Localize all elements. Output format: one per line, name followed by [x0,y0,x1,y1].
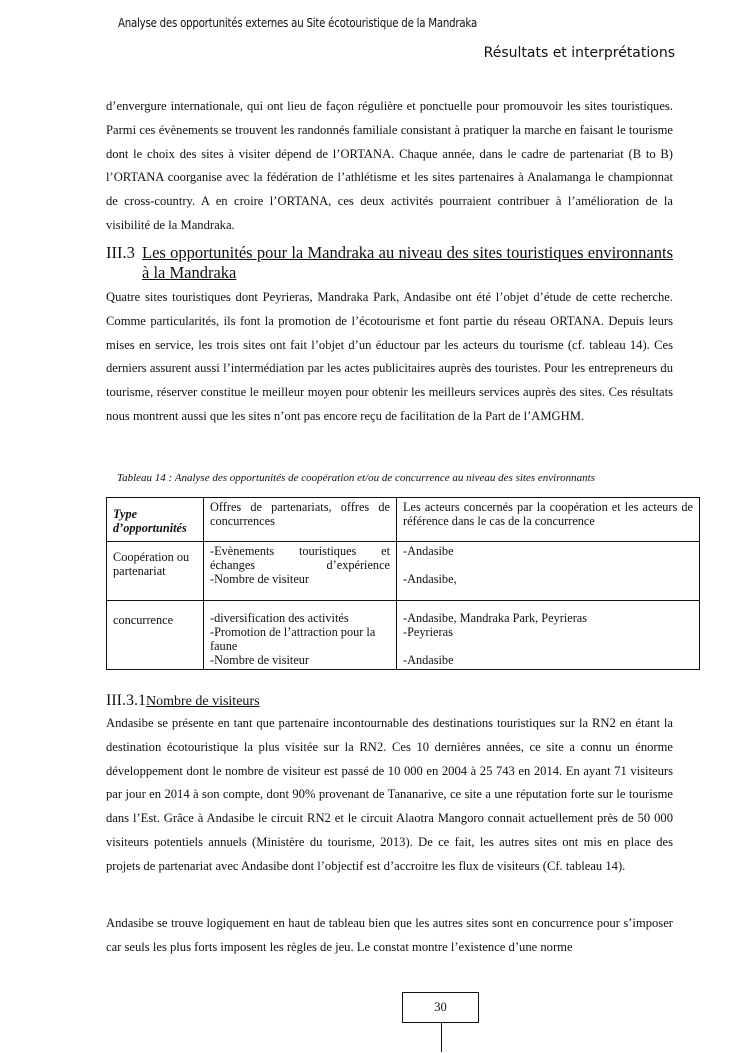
acteur-line: -Andasibe, [403,572,457,586]
section-paragraph [106,286,673,429]
row-offres [204,601,397,670]
subsection-paragraph-2 [106,912,673,960]
acteur-line: -Andasibe [403,653,454,667]
row-type: Coopération ou partenariat [107,542,204,601]
section-number: III.3 [106,243,135,262]
subsection-heading [106,692,260,710]
chapter-header: Résultats et interprétations [483,45,675,61]
subsection-paragraph-1 [106,712,673,879]
offre-line: -diversification des activités [210,611,349,625]
row-acteurs [397,542,700,601]
acteur-line: -Peyrieras [403,625,453,639]
table-header-row [107,498,700,542]
offre-line: -Nombre de visiteur [210,572,310,586]
page-number-stem [441,1022,442,1052]
header-acteurs: Les acteurs concernés par la coopération et les acteurs de référence dans le cas de la concurrence [397,498,700,542]
header-offres: Offres de partenariats, offres de concurrences [204,498,397,542]
offre-line: -Promotion de l’attraction pour la faune [210,625,376,653]
table-row [107,601,700,670]
opportunities-table [106,497,700,670]
row-offres [204,542,397,601]
subsection-paragraph-2-text: Andasibe se trouve logiquement en haut de tableau bien que les autres sites sont en concurrence pour s’imposer car seuls les plus forts imposent les règles de jeu. Le constat montre l’existence d’une norme [106,916,673,954]
row-acteurs [397,601,700,670]
intro-paragraph [106,95,673,238]
subsection-title: Nombre de visiteurs [145,694,260,709]
section-title: Les opportunités pour la Mandraka au niveau des sites touristiques environnants à la Mandraka [142,243,673,282]
page-number: 30 [402,992,479,1023]
running-header-title: Analyse des opportunités externes au Site écotouristique de la Mandraka [118,15,477,30]
subsection-paragraph-1-text: Andasibe se présente en tant que partenaire incontournable des destinations touristiques sur la RN2 en étant la destination écotouristique la plus visitée sur la RN2. Ces 10 dernières années, ce site a connu un énorme développement dont le nombre de visiteur est passé de 10 000 en 2004 à 25 743 en 2014. En ayant 71 visiteurs par jour en 2014 à son compte, dont 90% provenant de Tananarive, ce site a une réputation forte sur le tourisme dans l’Est. Grâce à Andasibe le circuit RN2 et le circuit Alaotra Mangoro connait actuellement près de 50 000 visiteurs potentiels annuels (Ministère du tourisme, 2013). De ce fait, les autres sites ont mis en place des projets de partenariat avec Andasibe dont l’objectif est d’accroitre les flux de visiteurs (Cf. tableau 14). [106,716,673,873]
row-type: concurrence [107,601,204,670]
offre-line: -Nombre de visiteur [210,653,310,667]
section-paragraph-text: Quatre sites touristiques dont Peyrieras, Mandraka Park, Andasibe ont été l’objet d’étude de cette recherche. Comme particularités, ils font la promotion de l’écotourisme et font partie du réseau ORTANA. Depuis leurs mises en service, les trois sites ont fait l’objet d’un éductour par les acteurs du tourisme (cf. tableau 14). Ces derniers assurent aussi l’intermédiation par les actes publicitaires auprès des touristes. Pour les entrepreneurs du tourisme, réserver constitue le meilleur moyen pour obtenir les meilleurs services auprès des sites. Ces résultats nous montrent aussi que les sites n’ont pas encore reçu de facilitation de la Part de l’AMGHM. [106,290,673,423]
table-row [107,542,700,601]
offre-line: -Evènements touristiques et échanges d’expérience [210,544,390,572]
header-type: Type d’opportunités [107,498,204,542]
subsection-number: III.3.1 [106,692,146,709]
intro-paragraph-text: d’envergure internationale, qui ont lieu de façon régulière et ponctuelle pour promouvoir les sites touristiques. Parmi ces évènements se trouvent les randonnés familiale consistant à pratiquer la marche en faisant le tourisme dont le choix des sites à visiter dépend de l’ORTANA. Chaque année, dans le cadre de partenariat (B to B) l’ORTANA coorganise avec la fédération de l’athlétisme et les sites partenaires à Analamanga le championnat de cross-country. A en croire l’ORTANA, ces deux activités pourraient contribuer à l’amélioration de la visibilité de la Mandraka. [106,99,673,232]
table-caption: Tableau 14 : Analyse des opportunités de coopération et/ou de concurrence au niveau des sites environnants [117,472,595,484]
acteur-line: -Andasibe [403,544,454,558]
acteur-line: -Andasibe, Mandraka Park, Peyrieras [403,611,588,625]
